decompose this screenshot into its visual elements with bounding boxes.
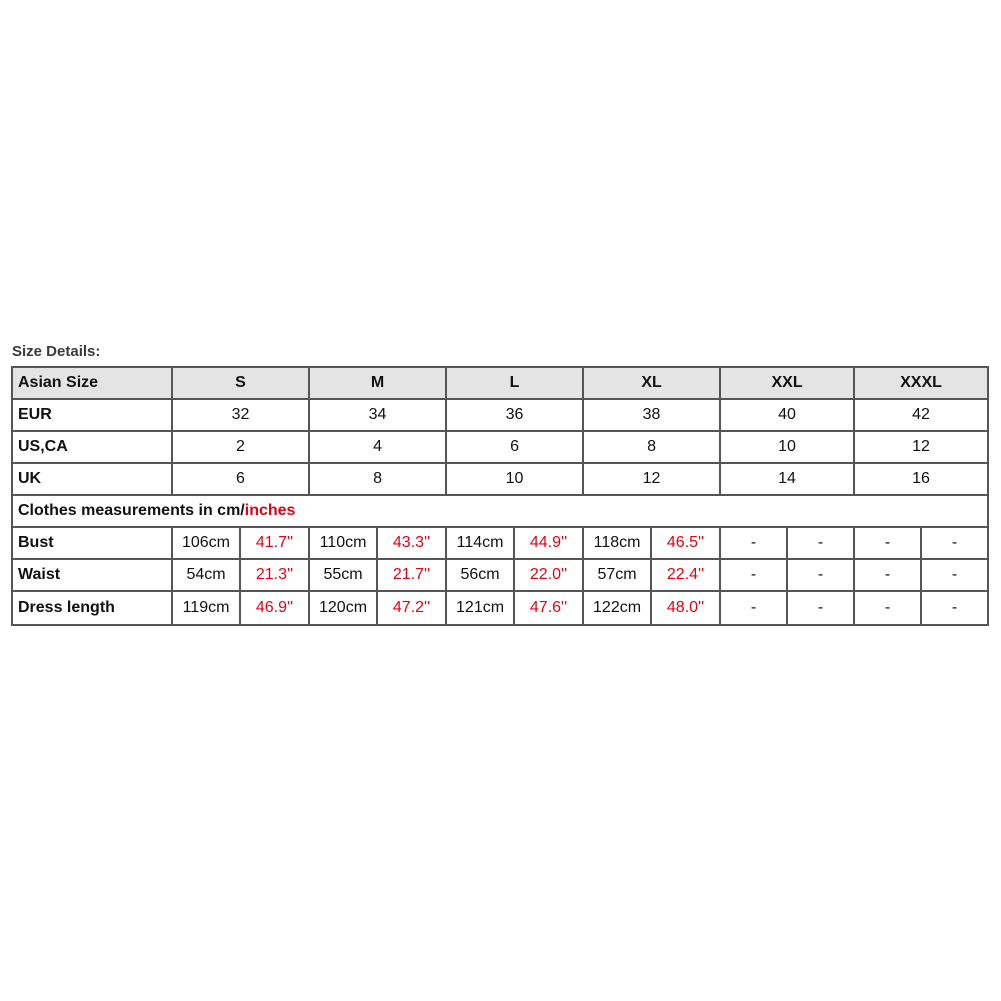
inch-cell: 47.2'' — [378, 592, 447, 624]
size-l: L — [447, 368, 584, 400]
conversion-row-uk — [13, 464, 987, 496]
inch-cell: 41.7'' — [241, 528, 310, 560]
inch-cell: 48.0'' — [652, 592, 721, 624]
table-cell: 42 — [855, 400, 987, 432]
table-cell: 6 — [173, 464, 310, 496]
inch-cell: 22.4'' — [652, 560, 721, 592]
size-xxxl: XXXL — [855, 368, 987, 400]
inch-cell: - — [788, 560, 855, 592]
row-label: Bust — [13, 528, 173, 560]
size-s: S — [173, 368, 310, 400]
table-cell: 32 — [173, 400, 310, 432]
cm-cell: - — [855, 592, 922, 624]
table-cell: 12 — [855, 432, 987, 464]
measurement-row-bust — [13, 528, 987, 560]
cm-cell: 119cm — [173, 592, 241, 624]
cm-cell: 55cm — [310, 560, 378, 592]
table-cell: 8 — [584, 432, 721, 464]
table-cell: 16 — [855, 464, 987, 496]
size-xxl: XXL — [721, 368, 855, 400]
size-table — [11, 366, 989, 626]
cm-cell: 56cm — [447, 560, 515, 592]
cm-cell: 120cm — [310, 592, 378, 624]
cm-cell: - — [855, 528, 922, 560]
inch-cell: 22.0'' — [515, 560, 584, 592]
inch-cell: - — [951, 599, 958, 616]
cm-cell: 106cm — [173, 528, 241, 560]
size-m: M — [310, 368, 447, 400]
cm-cell: - — [721, 592, 788, 624]
inch-cell: 43.3'' — [378, 528, 447, 560]
cm-cell: 121cm — [447, 592, 515, 624]
cm-cell: 110cm — [310, 528, 378, 560]
table-cell: 10 — [721, 432, 855, 464]
table-cell: 4 — [310, 432, 447, 464]
cm-cell: 54cm — [173, 560, 241, 592]
row-label: Dress length — [13, 592, 173, 624]
cm-cell: 57cm — [584, 560, 652, 592]
inch-cell: 46.9'' — [241, 592, 310, 624]
table-cell: 34 — [310, 400, 447, 432]
table-cell: 8 — [310, 464, 447, 496]
measurements-heading-row — [13, 496, 987, 528]
table-cell: 40 — [721, 400, 855, 432]
row-label: EUR — [13, 400, 173, 432]
inch-cell: - — [922, 528, 987, 560]
conversion-row-us-ca — [13, 432, 987, 464]
cm-cell: - — [855, 560, 922, 592]
table-cell: 38 — [584, 400, 721, 432]
row-label: US,CA — [13, 432, 173, 464]
table-cell: 2 — [173, 432, 310, 464]
measurements-heading-inches: inches — [244, 502, 296, 519]
inch-cell: - — [922, 560, 987, 592]
cm-cell: 122cm — [584, 592, 652, 624]
inch-cell: - — [788, 592, 855, 624]
size-header-row — [13, 368, 987, 400]
table-cell: 14 — [721, 464, 855, 496]
cm-cell: - — [721, 560, 788, 592]
conversion-row-eur — [13, 400, 987, 432]
inch-cell: - — [788, 528, 855, 560]
inch-cell: 21.3'' — [241, 560, 310, 592]
row-label: UK — [13, 464, 173, 496]
cm-cell: 118cm — [584, 528, 652, 560]
measurement-row-dress-length — [13, 592, 987, 624]
size-xl: XL — [584, 368, 721, 400]
row-label: Waist — [13, 560, 173, 592]
table-cell: 10 — [447, 464, 584, 496]
inch-cell: 44.9'' — [515, 528, 584, 560]
measurements-heading-prefix: Clothes measurements in cm/ — [18, 502, 245, 519]
inch-cell: 47.6'' — [515, 592, 584, 624]
measurements-heading — [13, 496, 987, 528]
table-cell: 36 — [447, 400, 584, 432]
measurement-row-waist — [13, 560, 987, 592]
table-cell: 6 — [447, 432, 584, 464]
inch-cell: 46.5'' — [652, 528, 721, 560]
page-title: Size Details: — [12, 343, 101, 360]
cm-cell: - — [721, 528, 788, 560]
cm-cell: 114cm — [447, 528, 515, 560]
table-cell: 12 — [584, 464, 721, 496]
inch-cell: 21.7'' — [378, 560, 447, 592]
size-header-label: Asian Size — [13, 368, 173, 400]
